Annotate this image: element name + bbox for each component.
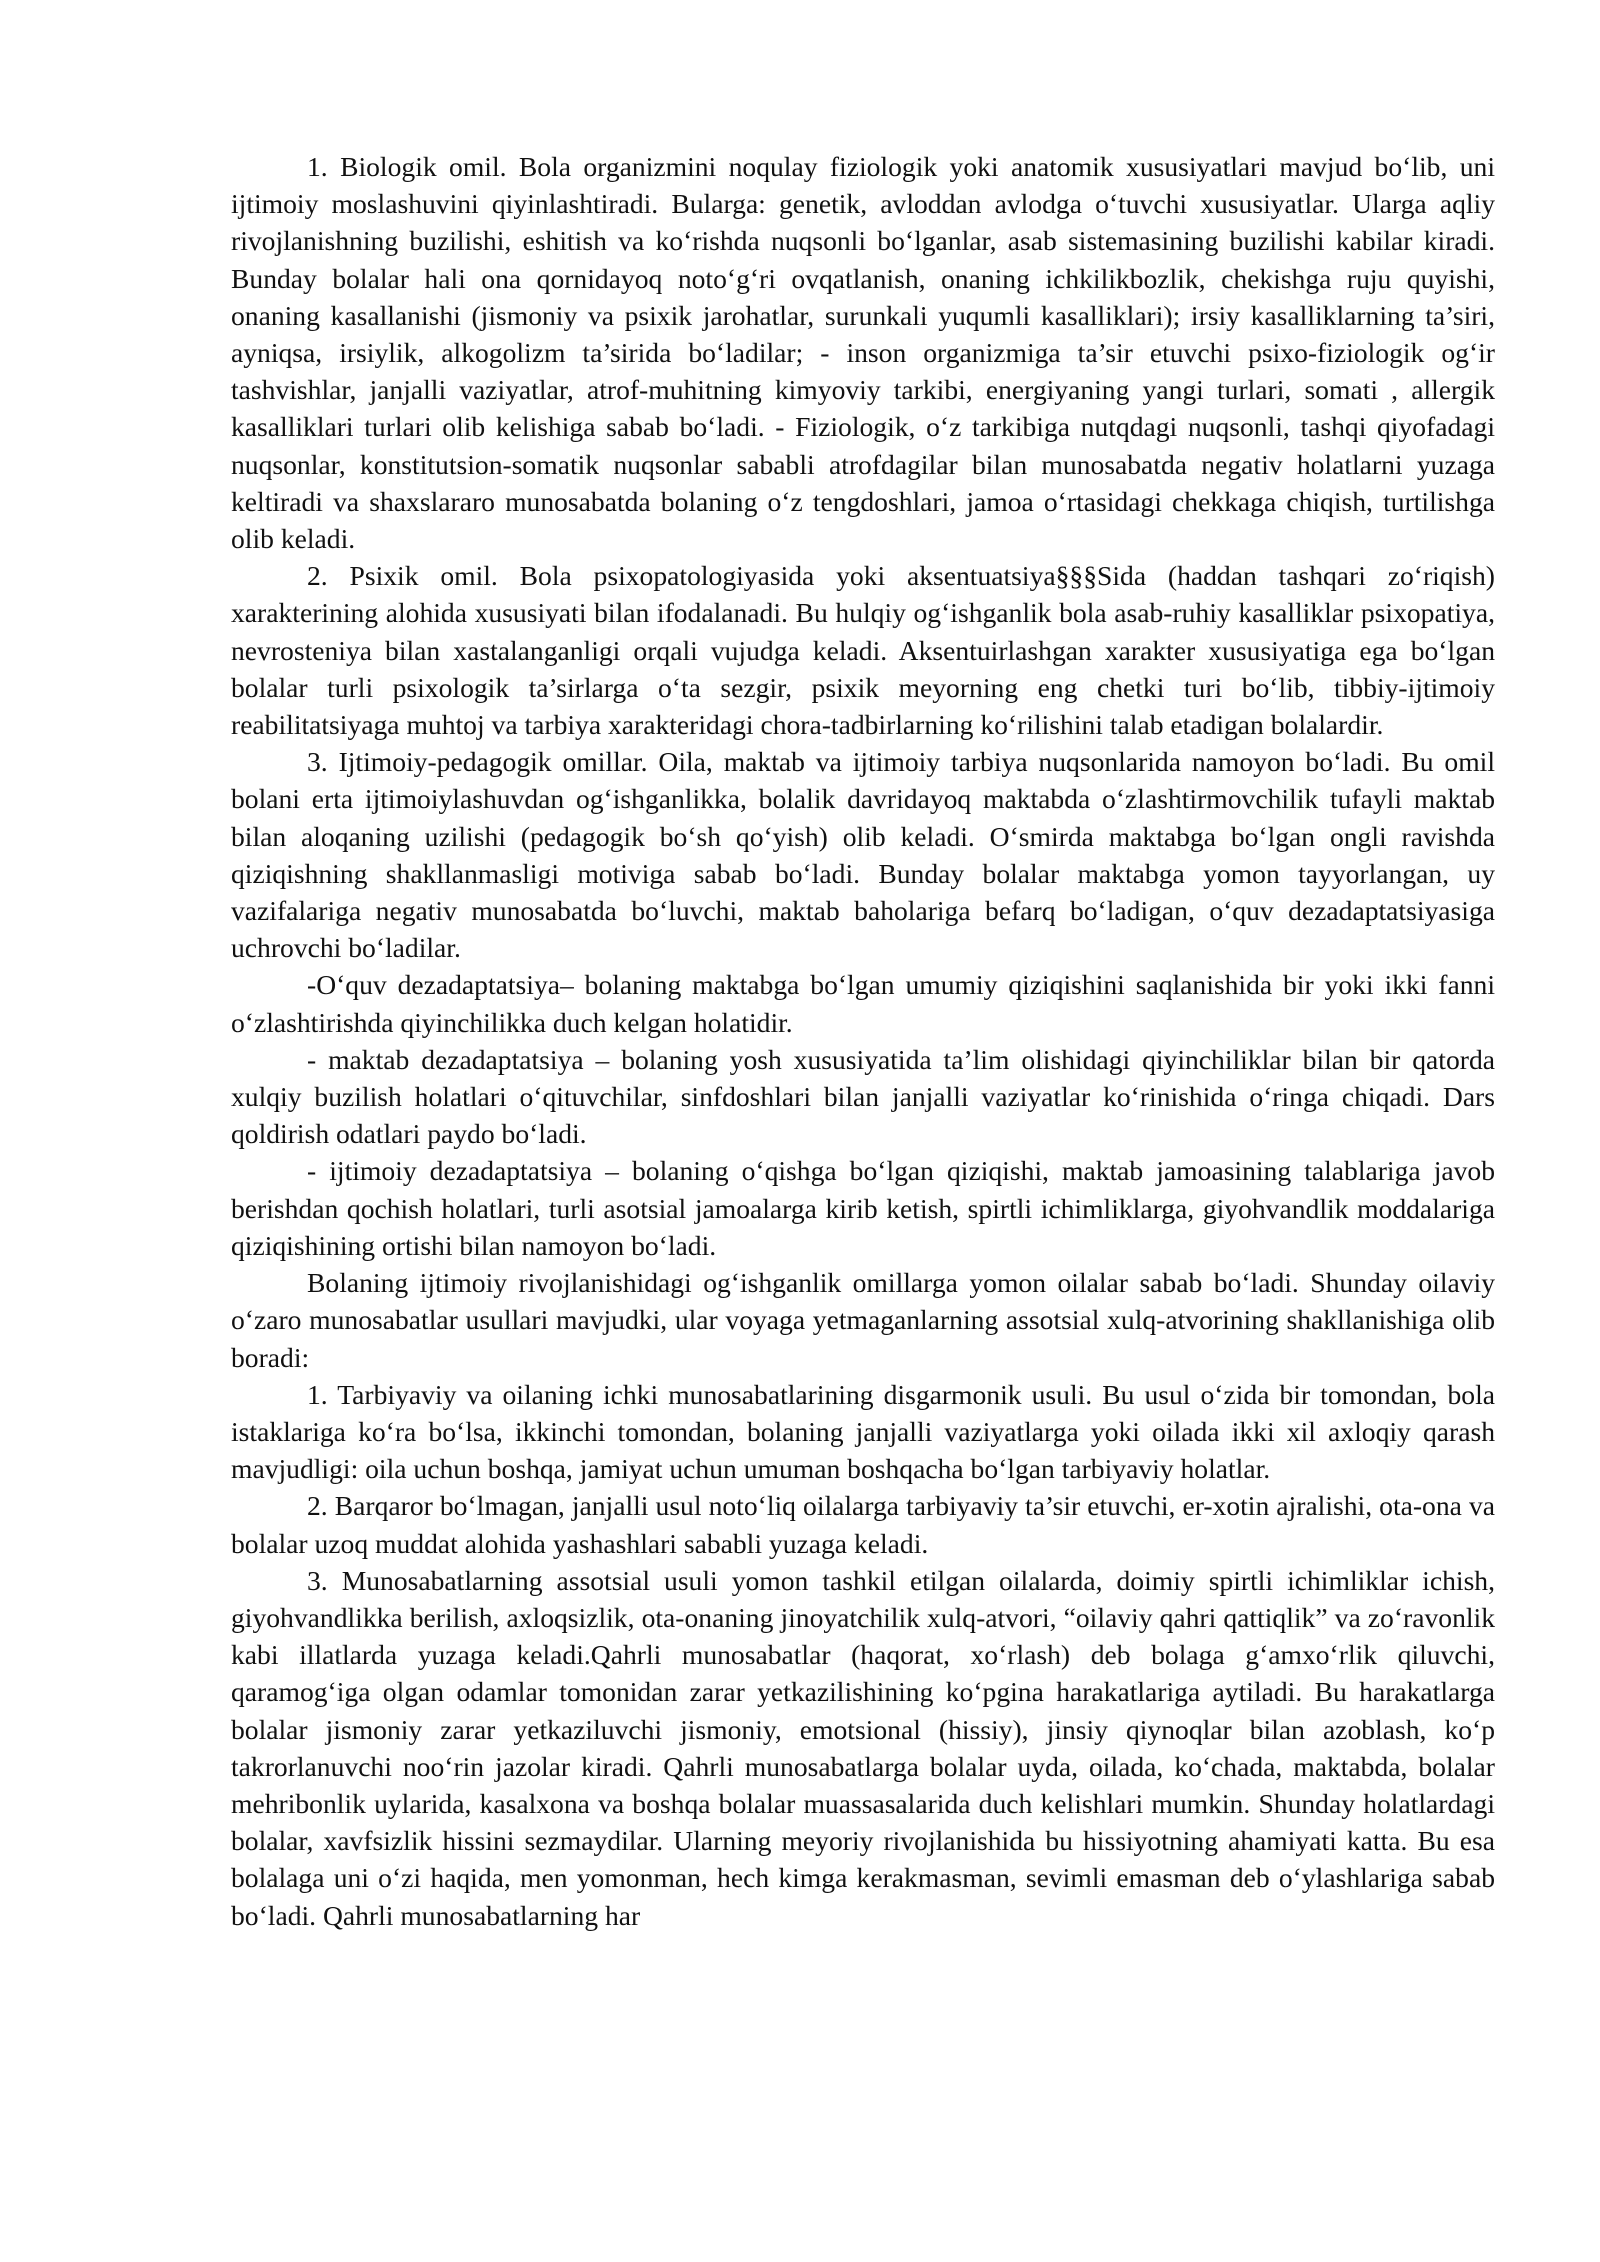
paragraph-school-dezadaptation: - maktab dezadaptatsiya – bolaning yosh xususiyatida ta’lim olishidagi qiyinchiliklar bilan bir qatorda xulqiy buzilish holatlari o‘qituvchilar, sinfdoshlari bilan janjalli vaziyatlar ko‘rinishida o‘ringa chiqadi. Dars qoldirish odatlari paydo bo‘ladi. (231, 1043, 1495, 1150)
paragraph-social-dezadaptation: - ijtimoiy dezadaptatsiya – bolaning o‘qishga bo‘lgan qiziqishi, maktab jamoasining talablariga javob berishdan qochish holatlari, turli asotsial jamoalarga kirib ketish, spirtli ichimliklarga, giyohvandlik moddalariga qiziqishining ortishi bilan namoyon bo‘ladi. (231, 1155, 1495, 1261)
document-body (231, 148, 1495, 1934)
paragraph-psychic-factor: 2. Psixik omil. Bola psixopatologiyasida yoki aksentuatsiya§§§Sida (haddan tashqari zo‘riqish) xarakterining alohida xususiyati bilan ifodalanadi. Bu hulqiy og‘ishganlik bola asab-ruhiy kasalliklar psixopatiya, nevrosteniya bilan xastalanganligi orqali vujudga keladi. Aksentuirlashgan xarakter xususiyatiga ega bo‘lgan bolalar turli psixologik ta’sirlarga o‘ta sezgir, psixik meyorning eng chetki turi bo‘lib, tibbiy-ijtimoiy reabilitatsiyaga muhtoj va tarbiya xarakteridagi chora-tadbirlarning ko‘rilishini talab etadigan bolalardir. (231, 560, 1495, 741)
paragraph-disharmonic-method: 1. Tarbiyaviy va oilaning ichki munosabatlarining disgarmonik usuli. Bu usul o‘zida bir tomondan, bola istaklariga ko‘ra bo‘lsa, ikkinchi tomondan, bolaning janjalli vaziyatlarga yoki oilada ikki xil axloqiy qarash mavjudligi: oila uchun boshqa, jamiyat uchun umuman boshqacha bo‘lgan tarbiyaviy holatlar. (231, 1378, 1495, 1485)
paragraph-unstable-method: 2. Barqaror bo‘lmagan, janjalli usul noto‘liq oilalarga tarbiyaviy ta’sir etuvchi, er-xotin ajralishi, ota-ona va bolalar uzoq muddat alohida yashashlari sababli yuzaga keladi. (231, 1490, 1495, 1559)
paragraph-family-factors-intro: Bolaning ijtimoiy rivojlanishidagi og‘ishganlik omillarga yomon oilalar sabab bo‘ladi. Shunday oilaviy o‘zaro munosabatlar usullari mavjudki, ular voyaga yetmaganlarning assotsial xulq-atvorining shakllanishiga olib boradi: (231, 1267, 1495, 1373)
paragraph-social-pedagogical-factors: 3. Ijtimoiy-pedagogik omillar. Oila, maktab va ijtimoiy tarbiya nuqsonlarida namoyon bo‘ladi. Bu omil bolani erta ijtimoiylashuvdan og‘ishganlikka, bolalik davridayoq maktabda o‘zlashtirmovchilik tufayli maktab bilan aloqaning uzilishi (pedagogik bo‘sh qo‘yish) olib keladi. O‘smirda maktabga bo‘lgan ongli ravishda qiziqishning shakllanmasligi motiviga sabab bo‘ladi. Bunday bolalar maktabga yomon tayyorlangan, uy vazifalariga negativ munosabatda bo‘luvchi, maktab baholariga befarq bo‘ladigan, o‘quv dezadaptatsiyasiga uchrovchi bo‘ladilar. (231, 746, 1495, 964)
paragraph-biological-factor: 1. Biologik omil. Bola organizmini noqulay fiziologik yoki anatomik xususiyatlari mavjud bo‘lib, uni ijtimoiy moslashuvini qiyinlashtiradi. Bularga: genetik, avloddan avlodga o‘tuvchi xususiyatlar. Ularga aqliy rivojlanishning buzilishi, eshitish va ko‘rishda nuqsonli bo‘lganlar, asab sistemasining buzilishi kabilar kiradi. Bunday bolalar hali ona qornidayoq noto‘g‘ri ovqatlanish, onaning ichkilikbozlik, chekishga ruju quyishi, onaning kasallanishi (jismoniy va psixik jarohatlar, surunkali yuqumli kasalliklari); irsiy kasalliklarning ta’siri, ayniqsa, irsiylik, alkogolizm ta’sirida bo‘ladilar; - inson organizmiga ta’sir etuvchi psixo-fiziologik og‘ir tashvishlar, janjalli vaziyatlar, atrof-muhitning kimyoviy tarkibi, energiyaning yangi turlari, somati , allergik kasalliklari turlari olib kelishiga sabab bo‘ladi. - Fiziologik, o‘z tarkibiga nutqdagi nuqsonli, tashqi qiyofadagi nuqsonlar, konstitutsion-somatik nuqsonlar sababli atrofdagilar bilan munosabatda negativ holatlarni yuzaga keltiradi va shaxslararo munosabatda bolaning o‘z tengdoshlari, jamoa o‘rtasidagi chekkaga chiqish, turtilishga olib keladi. (231, 151, 1495, 555)
paragraph-educational-dezadaptation: -O‘quv dezadaptatsiya– bolaning maktabga bo‘lgan umumiy qiziqishini saqlanishida bir yoki ikki fanni o‘zlashtirishda qiyinchilikka duch kelgan holatidir. (231, 969, 1495, 1038)
paragraph-asocial-method: 3. Munosabatlarning assotsial usuli yomon tashkil etilgan oilalarda, doimiy spirtli ichimliklar ichish, giyohvandlikka berilish, axloqsizlik, ota-onaning jinoyatchilik xulq-atvori, “oilaviy qahri qattiqlik” va zo‘ravonlik kabi illatlarda yuzaga keladi.Qahrli munosabatlar (haqorat, xo‘rlash) deb bolaga g‘amxo‘rlik qiluvchi, qaramog‘iga olgan odamlar tomonidan zarar yetkazilishining ko‘pgina harakatlariga aytiladi. Bu harakatlarga bolalar jismoniy zarar yetkaziluvchi jismoniy, emotsional (hissiy), jinsiy qiynoqlar bilan azoblash, ko‘p takrorlanuvchi noo‘rin jazolar kiradi. Qahrli munosabatlarga bolalar uyda, oilada, ko‘chada, maktabda, bolalar mehribonlik uylarida, kasalxona va boshqa bolalar muassasalarida duch kelishlari mumkin. Shunday holatlardagi bolalar, xavfsizlik hissini sezmaydilar. Ularning meyoriy rivojlanishida bu hissiyotning ahamiyati katta. Bu esa bolalaga uni o‘zi haqida, men yomonman, hech kimga kerakmasman, sevimli emasman deb o‘ylashlariga sabab bo‘ladi. Qahrli munosabatlarning har (231, 1564, 1495, 1931)
